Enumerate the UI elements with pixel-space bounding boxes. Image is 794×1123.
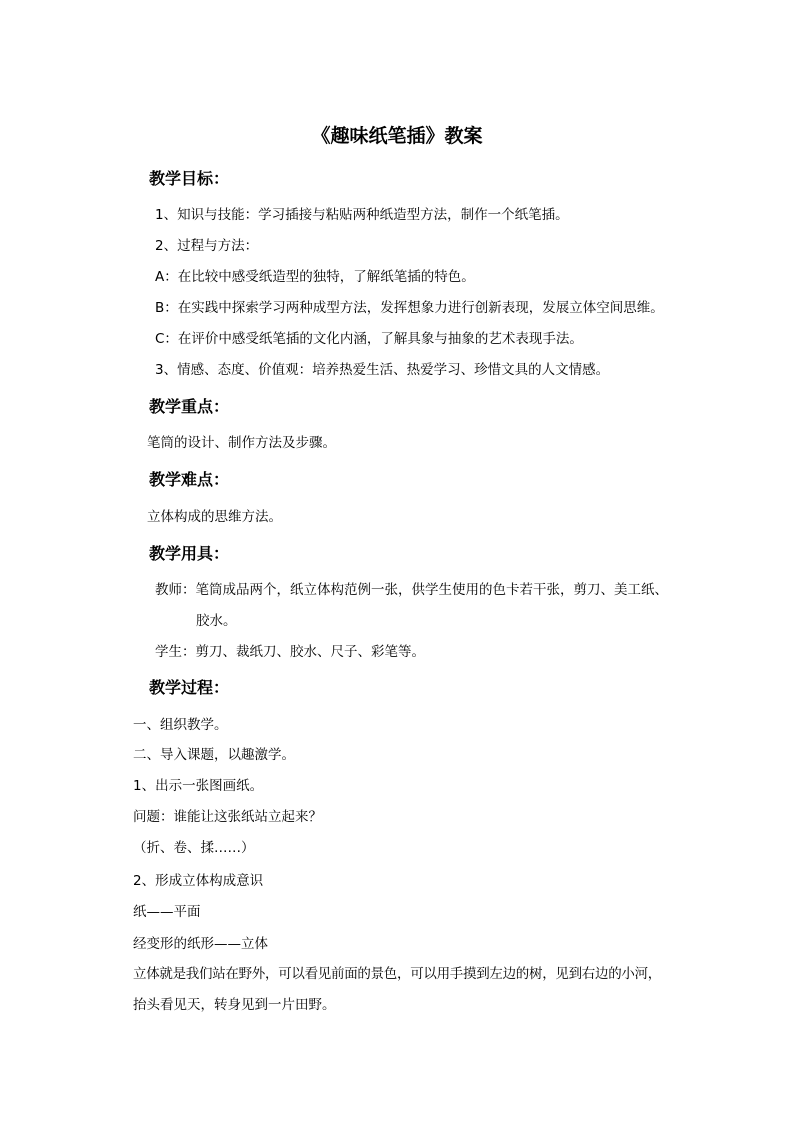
goal-item-c: C：在评价中感受纸笔插的文化内涵，了解具象与抽象的艺术表现手法。 xyxy=(155,331,583,347)
tools-teacher: 教师：笔筒成品两个，纸立体构范例一张，供学生使用的色卡若干张，剪刀、美工纸、 xyxy=(155,582,668,598)
process-line-7: 纸——平面 xyxy=(133,904,201,920)
document-title: 《趣味纸笔插》教案 xyxy=(311,125,483,147)
heading-key-points: 教学重点： xyxy=(149,397,230,416)
process-line-4: 问题：谁能让这张纸站立起来？ xyxy=(133,809,322,825)
heading-teaching-tools: 教学用具： xyxy=(149,544,230,563)
key-points-text: 笔筒的设计、制作方法及步骤。 xyxy=(147,435,336,451)
process-line-10: 抬头看见天，转身见到一片田野。 xyxy=(133,997,336,1013)
process-line-9: 立体就是我们站在野外，可以看见前面的景色，可以用手摸到左边的树，见到右边的小河， xyxy=(133,966,661,982)
process-line-6: 2、形成立体构成意识 xyxy=(133,873,264,889)
goal-item-1: 1、知识与技能：学习插接与粘贴两种纸造型方法，制作一个纸笔插。 xyxy=(155,207,569,223)
heading-teaching-process: 教学过程： xyxy=(149,678,230,697)
difficulties-text: 立体构成的思维方法。 xyxy=(147,509,282,525)
process-line-5: （折、卷、揉……） xyxy=(133,840,255,856)
process-line-3: 1、出示一张图画纸。 xyxy=(133,778,264,794)
process-line-1: 一、组织教学。 xyxy=(133,717,228,733)
goal-item-a: A：在比较中感受纸造型的独特，了解纸笔插的特色。 xyxy=(155,269,475,285)
goal-item-3: 3、情感、态度、价值观：培养热爱生活、热爱学习、珍惜文具的人文情感。 xyxy=(155,362,610,378)
goal-item-b: B：在实践中探索学习两种成型方法，发挥想象力进行创新表现，发展立体空间思维。 xyxy=(155,300,664,316)
tools-teacher-continued: 胶水。 xyxy=(196,613,237,629)
tools-student: 学生：剪刀、裁纸刀、胶水、尺子、彩笔等。 xyxy=(155,644,425,660)
process-line-2: 二、导入课题，以趣激学。 xyxy=(133,747,295,763)
process-line-8: 经变形的纸形——立体 xyxy=(133,936,268,952)
heading-teaching-goals: 教学目标： xyxy=(149,169,230,188)
goal-item-2: 2、过程与方法： xyxy=(155,238,259,254)
heading-difficulties: 教学难点： xyxy=(149,470,230,489)
